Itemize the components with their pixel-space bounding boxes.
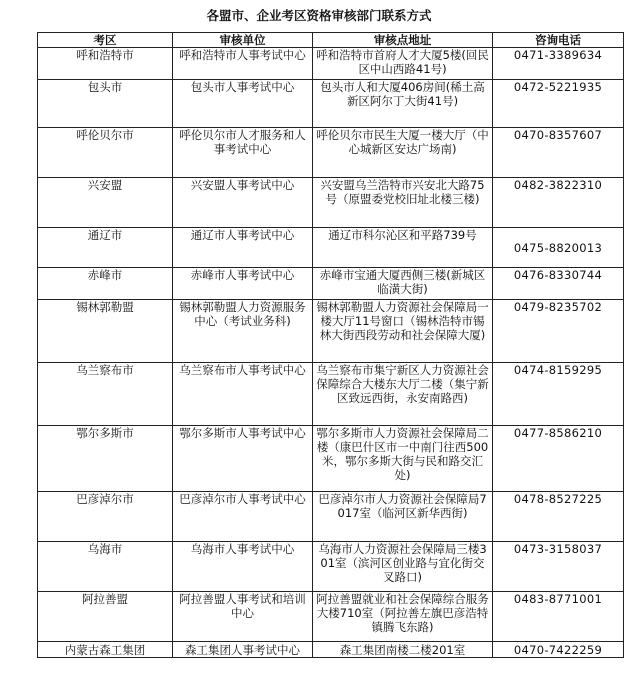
page-title: 各盟市、企业考区资格审核部门联系方式 bbox=[206, 8, 432, 23]
cell-phone: 0476-8330744 bbox=[493, 268, 624, 300]
cell-phone: 0472-5221935 bbox=[493, 80, 624, 128]
table-row bbox=[38, 542, 624, 592]
cell-region: 呼和浩特市 bbox=[38, 48, 173, 80]
cell-phone: 0478-8527225 bbox=[493, 492, 624, 542]
table-row bbox=[38, 178, 624, 228]
cell-phone: 0477-8586210 bbox=[493, 426, 624, 492]
cell-unit: 森工集团人事考试中心 bbox=[173, 642, 313, 658]
cell-unit: 阿拉善盟人事考试和培训中心 bbox=[173, 592, 313, 642]
cell-region: 乌兰察布市 bbox=[38, 363, 173, 426]
table-row bbox=[38, 128, 624, 178]
cell-region: 呼伦贝尔市 bbox=[38, 128, 173, 178]
cell-unit: 巴彦淖尔市人事考试中心 bbox=[173, 492, 313, 542]
cell-address: 乌兰察布市集宁新区人力资源社会保障综合大楼东大厅二楼（集宁新区致远西街，永安南路西) bbox=[313, 363, 493, 426]
cell-unit: 乌兰察布市人事考试中心 bbox=[173, 363, 313, 426]
cell-phone: 0470-8357607 bbox=[493, 128, 624, 178]
cell-region: 乌海市 bbox=[38, 542, 173, 592]
header-row bbox=[38, 33, 624, 48]
cell-region: 巴彦淖尔市 bbox=[38, 492, 173, 542]
cell-address: 巴彦淖尔市人力资源社会保障局7017室（临河区新华西街) bbox=[313, 492, 493, 542]
table-row bbox=[38, 592, 624, 642]
table-row bbox=[38, 642, 624, 658]
cell-unit: 赤峰市人事考试中心 bbox=[173, 268, 313, 300]
cell-address: 呼和浩特市首府人才大厦5楼(回民区中山西路41号) bbox=[313, 48, 493, 80]
cell-unit: 乌海市人事考试中心 bbox=[173, 542, 313, 592]
cell-address: 乌海市人力资源社会保障局三楼301室（滨河区创业路与宜化街交叉路口) bbox=[313, 542, 493, 592]
header-phone: 咨询电话 bbox=[493, 33, 624, 48]
cell-region: 锡林郭勒盟 bbox=[38, 300, 173, 363]
header-address: 审核点地址 bbox=[313, 33, 493, 48]
cell-unit: 呼伦贝尔市人才服务和人事考试中心 bbox=[173, 128, 313, 178]
cell-address: 阿拉善盟就业和社会保障综合服务大楼710室（阿拉善左旗巴彦浩特镇腾飞东路) bbox=[313, 592, 493, 642]
cell-phone: 0483-8771001 bbox=[493, 592, 624, 642]
cell-phone: 0479-8235702 bbox=[493, 300, 624, 363]
table-row bbox=[38, 48, 624, 80]
table-row bbox=[38, 268, 624, 300]
cell-unit: 锡林郭勒盟人力资源服务中心（考试业务科) bbox=[173, 300, 313, 363]
cell-unit: 鄂尔多斯市人事考试中心 bbox=[173, 426, 313, 492]
cell-region: 赤峰市 bbox=[38, 268, 173, 300]
table-row bbox=[38, 80, 624, 128]
header-unit: 审核单位 bbox=[173, 33, 313, 48]
cell-phone: 0470-7422259 bbox=[493, 642, 624, 658]
cell-phone: 0475-8820013 bbox=[493, 228, 624, 268]
cell-phone: 0473-3158037 bbox=[493, 542, 624, 592]
contact-table bbox=[37, 32, 624, 658]
table-row bbox=[38, 300, 624, 363]
cell-region: 阿拉善盟 bbox=[38, 592, 173, 642]
cell-address: 通辽市科尔沁区和平路739号 bbox=[313, 228, 493, 268]
cell-unit: 兴安盟人事考试中心 bbox=[173, 178, 313, 228]
cell-phone: 0474-8159295 bbox=[493, 363, 624, 426]
header-region: 考区 bbox=[38, 33, 173, 48]
cell-phone: 0482-3822310 bbox=[493, 178, 624, 228]
cell-region: 鄂尔多斯市 bbox=[38, 426, 173, 492]
cell-phone: 0471-3389634 bbox=[493, 48, 624, 80]
cell-address: 呼伦贝尔市民生大厦一楼大厅（中心城新区安达广场南) bbox=[313, 128, 493, 178]
table-row bbox=[38, 426, 624, 492]
cell-region: 包头市 bbox=[38, 80, 173, 128]
cell-address: 锡林郭勒盟人力资源社会保障局一楼大厅11号窗口（锡林浩特市锡林大街西段劳动和社会保障大厦) bbox=[313, 300, 493, 363]
cell-address: 森工集团南楼二楼201室 bbox=[313, 642, 493, 658]
cell-unit: 包头市人事考试中心 bbox=[173, 80, 313, 128]
table-row bbox=[38, 228, 624, 268]
cell-unit: 呼和浩特市人事考试中心 bbox=[173, 48, 313, 80]
cell-address: 包头市人和大厦406房间(稀土高新区阿尔丁大街41号) bbox=[313, 80, 493, 128]
cell-region: 通辽市 bbox=[38, 228, 173, 268]
cell-address: 赤峰市宝通大厦西侧三楼(新城区临潢大街) bbox=[313, 268, 493, 300]
table-row bbox=[38, 492, 624, 542]
cell-region: 内蒙古森工集团 bbox=[38, 642, 173, 658]
cell-region: 兴安盟 bbox=[38, 178, 173, 228]
cell-address: 鄂尔多斯市人力资源社会保障局二楼（康巴什区市一中南门往西500米，鄂尔多斯大街与民和路交汇处) bbox=[313, 426, 493, 492]
table-row bbox=[38, 363, 624, 426]
cell-unit: 通辽市人事考试中心 bbox=[173, 228, 313, 268]
cell-address: 兴安盟乌兰浩特市兴安北大路75号（原盟委党校旧址北楼三楼) bbox=[313, 178, 493, 228]
